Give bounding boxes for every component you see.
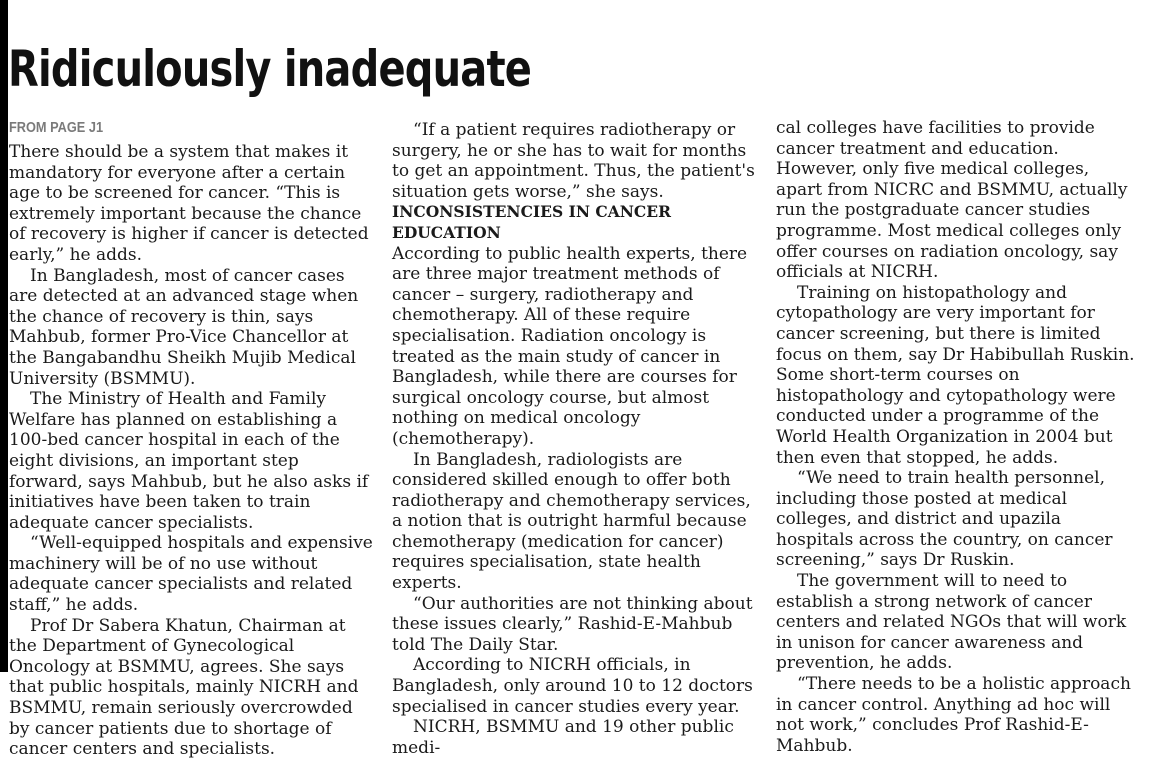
left-edge-rule xyxy=(0,0,8,672)
from-page-label: FROM PAGE J1 xyxy=(9,120,104,136)
paragraph: Prof Dr Sabera Khatun, Chairman at the Department of Gynecological Oncology at BSMMU, agrees. She says that public hospitals, mainly NICRH and BSMMU, remain seriously overcrowded by cancer patients due to shortage of cancer centers and specialists. xyxy=(9,615,359,760)
paragraph: NICRH, BSMMU and 19 other public medi- xyxy=(392,717,734,758)
section-subhead: INCONSISTENCIES IN CANCER EDUCATION xyxy=(392,202,671,242)
headline: Ridiculously inadequate xyxy=(8,40,532,98)
paragraph: cal colleges have facilities to provide cancer treatment and education. However, only five medical colleges, apart from NICRC and BSMMU, actually run the postgraduate cancer studies programme. Most medical colleges only offer courses on radiation oncology, say officials at NICRH. xyxy=(776,118,1128,283)
article-column-1 xyxy=(9,118,375,760)
paragraph: “If a patient requires radiotherapy or surgery, he or she has to wait for months to get an appointment. Thus, the patient's situation gets worse,” she says. xyxy=(392,120,755,202)
paragraph: “Well-equipped hospitals and expensive machinery will be of no use without adequate cancer specialists and related staff,” he adds. xyxy=(9,533,373,616)
paragraph: In Bangladesh, most of cancer cases are detected at an advanced stage when the chance of recovery is thin, says Mahbub, former Pro-Vice Chancellor at the Bangabandhu Sheikh Mujib Medical University (BSMMU). xyxy=(9,265,359,389)
article-column-2 xyxy=(392,120,764,758)
paragraph: “Our authorities are not thinking about these issues clearly,” Rashid-E-Mahbub told The Daily Star. xyxy=(392,593,753,655)
paragraph: According to NICRH officials, in Bangladesh, only around 10 to 12 doctors specialised in cancer studies every year. xyxy=(392,655,753,717)
paragraph: There should be a system that makes it mandatory for everyone after a certain age to be screened for cancer. “This is extremely important because the chance of recovery is higher if cancer is detected early,” he adds. xyxy=(9,142,369,265)
paragraph: “There needs to be a holistic approach in cancer control. Anything ad hoc will not work,” concludes Prof Rashid-E-Mahbub. xyxy=(776,674,1131,756)
paragraph: Training on histopathology and cytopathology are very important for cancer screening, but there is limited focus on them, say Dr Habibullah Ruskin. Some short-term courses on histopathology and cytopathology were conducted under a programme of the World Health Organization in 2004 but then even that stopped, he adds. xyxy=(776,282,1135,468)
paragraph: “We need to train health personnel, including those posted at medical colleges, and district and upazila hospitals across the country, on cancer screening,” says Dr Ruskin. xyxy=(776,468,1113,571)
article-column-3 xyxy=(776,118,1136,756)
paragraph: According to public health experts, there are three major treatment methods of cancer – surgery, radiotherapy and chemotherapy. All of these require specialisation. Radiation oncology is treated as the main study of cancer in Bangladesh, while there are courses for surgical oncology course, but almost nothing on medical oncology (chemotherapy). xyxy=(392,243,748,449)
paragraph: In Bangladesh, radiologists are considered skilled enough to offer both radiotherapy and chemotherapy services, a notion that is outright harmful because chemotherapy (medication for cancer) requires specialisation, state health experts. xyxy=(392,449,751,594)
paragraph: The government will to need to establish a strong network of cancer centers and related NGOs that will work in unison for cancer awareness and prevention, he adds. xyxy=(776,571,1127,674)
paragraph: The Ministry of Health and Family Welfare has planned on establishing a 100-bed cancer hospital in each of the eight divisions, an important step forward, says Mahbub, but he also asks if initiatives have been taken to train adequate cancer specialists. xyxy=(9,389,369,533)
